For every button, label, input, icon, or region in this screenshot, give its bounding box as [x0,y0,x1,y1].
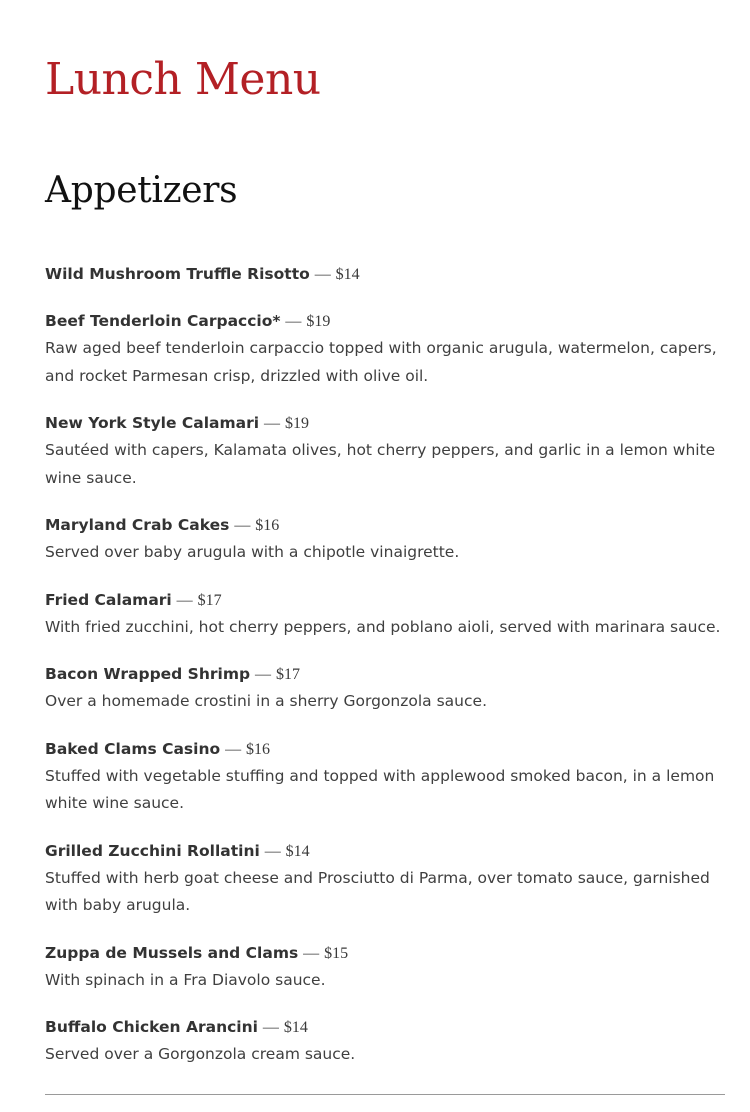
menu-item-header [45,661,725,688]
menu-item [45,736,725,818]
menu-item-price: $14 [285,842,310,860]
menu-item-header [45,838,725,865]
menu-item-description: Over a homemade crostini in a sherry Gorgonzola sauce. [45,692,487,710]
menu-item-header [45,512,725,539]
appetizer-list [45,261,725,1089]
price-separator: — [264,415,281,432]
menu-item [45,661,725,716]
menu-item-header [45,940,725,967]
menu-item-name: Beef Tenderloin Carpaccio* [45,312,281,330]
menu-item-price: $16 [255,517,280,534]
menu-item-name: Zuppa de Mussels and Clams [45,943,299,962]
menu-item-price: $16 [246,740,271,758]
menu-item-price: $17 [197,591,222,609]
price-separator: — [264,842,281,860]
menu-item-description: Raw aged beef tenderloin carpaccio topped with organic arugula, watermelon, capers, and rocket Parmesan crisp, drizzled with olive oil. [45,339,717,385]
menu-item-name: Grilled Zucchini Rollatini [45,841,260,860]
menu-item-name: Buffalo Chicken Arancini [45,1018,258,1036]
menu-item-name: Bacon Wrapped Shrimp [45,665,251,683]
menu-item-name: Maryland Crab Cakes [45,516,230,534]
menu-item [45,587,725,642]
menu-item [45,838,725,920]
menu-item-price: $14 [283,1019,308,1036]
price-separator: — [285,313,302,330]
menu-item [45,308,725,390]
menu-item-description: Served over baby arugula with a chipotle vinaigrette. [45,543,460,561]
menu-item [45,261,725,288]
menu-item-header [45,410,725,437]
menu-item [45,940,725,995]
price-separator: — [176,591,193,609]
page-title: Lunch Menu [45,54,321,105]
bottom-divider [45,1094,725,1095]
menu-item-header [45,736,725,763]
menu-item-price: $15 [324,944,349,962]
price-separator: — [225,740,242,758]
menu-item [45,1014,725,1069]
menu-item-header [45,1014,725,1041]
menu-item-description: Sautéed with capers, Kalamata olives, hot cherry peppers, and garlic in a lemon white wine sauce. [45,441,716,487]
menu-item-description: Stuffed with herb goat cheese and Prosciutto di Parma, over tomato sauce, garnished with baby arugula. [45,868,710,914]
menu-item-name: Fried Calamari [45,590,172,609]
menu-item-header [45,587,725,614]
price-separator: — [314,266,331,283]
section-title-appetizers: Appetizers [45,170,238,211]
menu-item-description: With fried zucchini, hot cherry peppers, and poblano aioli, served with marinara sauce. [45,617,721,636]
price-separator: — [234,517,251,534]
price-separator: — [262,1019,279,1036]
menu-item-price: $19 [284,415,309,432]
price-separator: — [255,666,272,683]
menu-item-price: $19 [306,313,331,330]
menu-item-header [45,308,725,335]
menu-item-price: $14 [335,266,360,283]
menu-item-name: New York Style Calamari [45,414,260,432]
menu-item [45,410,725,492]
menu-item-description: Stuffed with vegetable stuffing and topped with applewood smoked bacon, in a lemon white wine sauce. [45,766,715,812]
menu-item-header [45,261,725,288]
menu-item-price: $17 [275,666,300,683]
price-separator: — [303,944,320,962]
menu-item-name: Wild Mushroom Truffle Risotto [45,265,310,283]
menu-item [45,512,725,567]
menu-item-description: Served over a Gorgonzola cream sauce. [45,1045,356,1063]
menu-item-name: Baked Clams Casino [45,739,221,758]
menu-item-description: With spinach in a Fra Diavolo sauce. [45,970,326,989]
